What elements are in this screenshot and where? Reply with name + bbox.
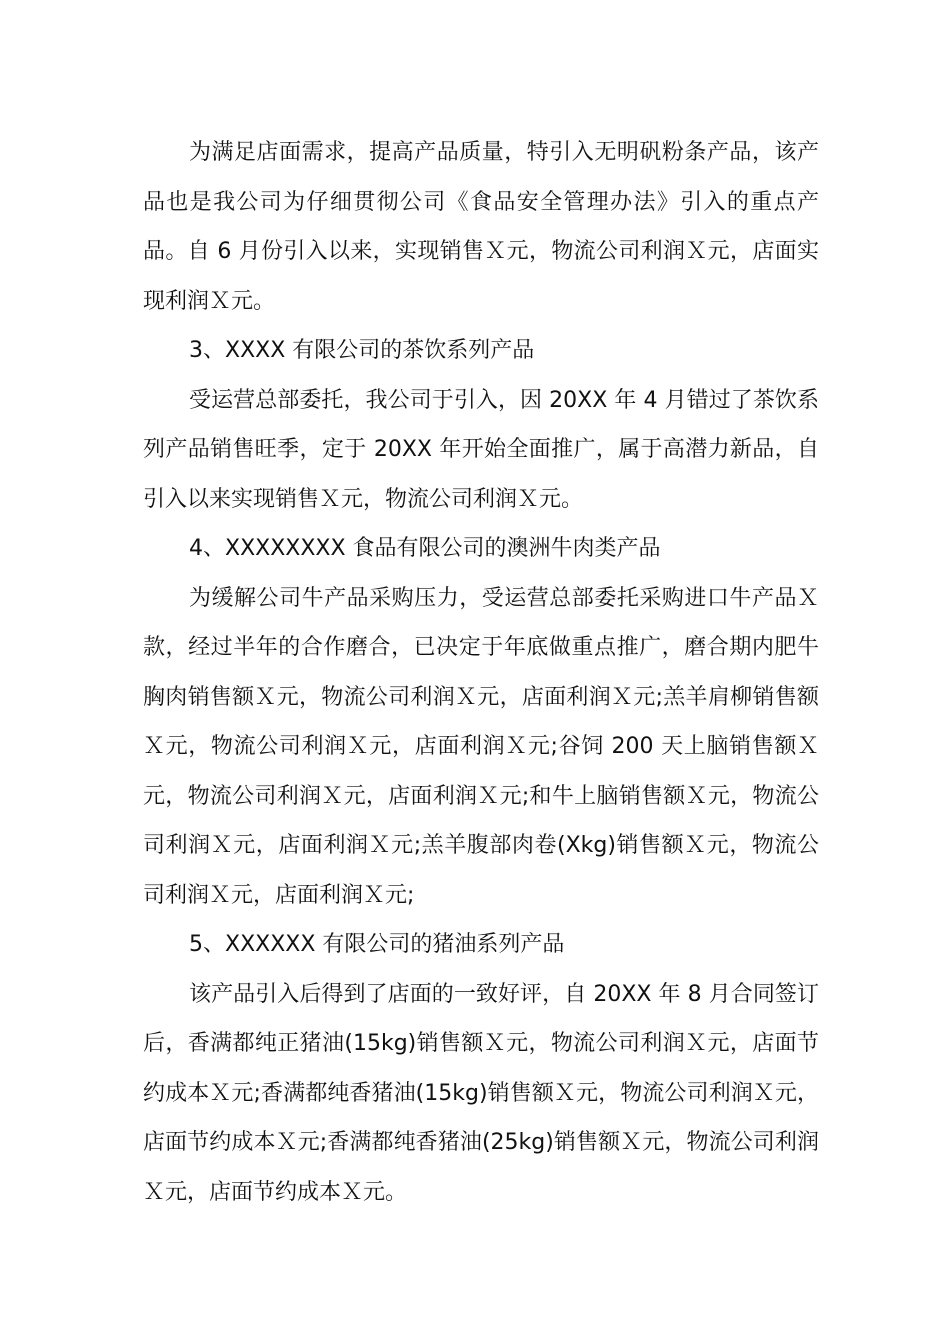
paragraph-noalum-vermicelli: 为满足店面需求，提高产品质量，特引入无明矾粉条产品，该产品也是我公司为仔细贯彻公司《食品安全管理办法》引入的重点产品。自 6 月份引入以来，实现销售Ｘ元，物流公司利润Ｘ元，店面实现利润Ｘ元。 [143, 140, 819, 314]
heading-lard-products: 5、XXXXXX 有限公司的猪油系列产品 [189, 932, 565, 957]
paragraph-lard-products: 该产品引入后得到了店面的一致好评，自 20XX 年 8 月合同签订后，香满都纯正猪油(15kg)销售额Ｘ元，物流公司利润Ｘ元，店面节约成本Ｘ元;香满都纯香猪油(15kg)销售额Ｘ元，物流公司利润Ｘ元，店面节约成本Ｘ元;香满都纯香猪油(25kg)销售额Ｘ元，物流公司利润Ｘ元，店面节约成本Ｘ元。 [143, 981, 819, 1205]
heading-australian-beef: 4、XXXXXXXX 食品有限公司的澳洲牛肉类产品 [189, 536, 661, 561]
heading-tea-drinks: 3、XXXX 有限公司的茶饮系列产品 [189, 338, 535, 363]
paragraph-tea-drinks: 受运营总部委托，我公司于引入，因 20XX 年 4 月错过了茶饮系列产品销售旺季，定于 20XX 年开始全面推广，属于高潜力新品，自引入以来实现销售Ｘ元，物流公司利润Ｘ元。 [143, 387, 819, 512]
document-body [143, 128, 819, 1217]
paragraph-australian-beef: 为缓解公司牛产品采购压力，受运营总部委托采购进口牛产品Ｘ款，经过半年的合作磨合，已决定于年底做重点推广，磨合期内肥牛胸肉销售额Ｘ元，物流公司利润Ｘ元，店面利润Ｘ元;羔羊肩柳销售额Ｘ元，物流公司利润Ｘ元，店面利润Ｘ元;谷饲 200 天上脑销售额Ｘ元，物流公司利润Ｘ元，店面利润Ｘ元;和牛上脑销售额Ｘ元，物流公司利润Ｘ元，店面利润Ｘ元;羔羊腹部肉卷(Xkg)销售额Ｘ元，物流公司利润Ｘ元，店面利润Ｘ元; [143, 585, 819, 908]
